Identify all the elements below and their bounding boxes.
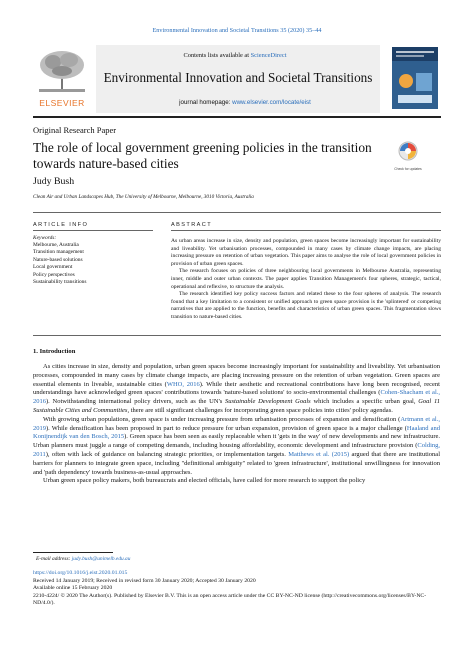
email-link[interactable]: judy.bush@unimelb.edu.au [71,556,131,562]
email-footnote [36,556,130,562]
introduction-body [33,363,440,486]
keyword-item: Melbourne, Australia [33,242,79,248]
sciencedirect-link[interactable]: ScienceDirect [250,52,287,59]
abstract-paragraph: The research focuses on policies of three neighbouring local governments in Melbourne Australia, representing inner, middle and outer urban contexts. The paper applies Transition Management's four spheres, strategic, tactical, operational and reflexive, to structure the analysis. [171,268,441,290]
crossmark-label: Check for updates [394,167,422,171]
email-label: E-mail address: [36,556,72,562]
journal-cover-image [392,47,438,109]
body-paragraph: As cities increase in size, density and population, urban green spaces become increasingly important for sustainability and liveability. Yet urbanisation processes, compounded in many cases by climate change impacts, are placing increasing pressure on the retention of urban vegetation. Green spaces are essential elements in liveable, sustainable cities (WHO, 2016). While their aesthetic and recreational contributions have long been recognised, recent understandings have acknowledged green spaces' contributions towards 'nature-based solutions' to socio-environmental challenges (Cohen-Shacham et al., 2016). Notwithstanding international policy drivers, such as the UN's Sustainable Development Goals which includes a specific urban goal, Goal 11 Sustainable Cities and Communities, there are still significant challenges for incorporating green space policies into cities' policy agendas. [33,363,440,414]
abstract-heading: ABSTRACT [171,222,213,228]
citation-line[interactable]: Environmental Innovation and Societal Transitions 35 (2020) 35–44 [152,27,322,34]
footnote-rule [33,552,113,553]
crossmark-badge[interactable] [394,140,422,170]
reference-link[interactable]: Matthews et al. (2015) [288,450,350,458]
crossmark-icon [394,140,422,162]
homepage-line [110,99,380,106]
homepage-link[interactable]: www.elsevier.com/locate/eist [232,99,311,106]
abstract-paragraph: As urban areas increase in size, density and population, green spaces become increasingly important for sustainability and liveability. Yet urbanisation processes, compounded in many cases by climate change impacts, are placing increasing pressure on retention of urban vegetation. This paper aims to analyse the role of local government policies in provision of urban green spaces. [171,238,441,267]
article-title: The role of local government greening policies in the transition towards nature-based cities [33,140,372,171]
article-type: Original Research Paper [33,125,117,135]
elsevier-tree-icon [33,47,91,97]
homepage-prefix: journal homepage: [179,99,233,106]
reference-link[interactable]: Cohen-Shacham et al., 2016 [33,389,440,406]
abstract-rule [171,230,441,231]
article-info-rule [33,230,153,231]
author-name: Judy Bush [33,176,75,187]
reference-link[interactable]: Artmann et al., 2019 [33,415,440,432]
reference-link[interactable]: Haaland and Konijnendijk van den Bosch, 2015 [33,424,440,441]
keyword-item: Nature-based solutions [33,256,83,263]
abstract-body [171,238,441,322]
elsevier-wordmark: ELSEVIER [39,98,85,108]
keyword-item: Policy perspectives [33,271,75,278]
contents-prefix: Contents lists available at [183,52,251,59]
reference-link[interactable]: WHO, 2016 [166,380,200,388]
publication-info [33,570,433,608]
abstract-end-rule [33,335,441,336]
reference-link[interactable]: Colding, 2011 [33,442,440,458]
affiliation-rule [33,212,441,213]
keywords-list [33,242,86,286]
available-online: Available online 15 February 2020 [33,585,113,592]
body-paragraph: With growing urban populations, green space is under increasing pressure from urbanisation processes of expansion and densification (Artmann et al., 2019). While densification has been proposed in part to reduce pressure for urban expansion, provision of green space is a major challenge (Haaland and Konijnendijk van den Bosch, 2015). Green space has been seen as easily replaceable when it 'gets in the way' of new developments and new infrastructure. Urban planners must juggle a range of competing demands, including housing affordability, economic development and infrastructure provision (Colding, 2011), often with lack of guidance on balancing strategic priorities, or implementation targets. Matthews et al. (2015) argued that there are institutional barriers for planners to integrate green space, including "definitional ambiguity" related to 'green infrastructure', institutional unwillingness for innovation and 'path dependency' towards business-as-usual approaches. [33,415,440,476]
header-rule [33,116,441,118]
abstract-paragraph: The research identified key policy success factors and related these to the four spheres of analysis. The research found that a key limitation to a consistent or unified approach to green space provision is the 'splintered' or competing narratives that are applied to the function, benefits and characteristics of urban green spaces. This fragmentation slows transition to nature-based cities. [171,291,441,320]
doi-link[interactable]: https://doi.org/10.1016/j.eist.2020.01.015 [33,570,128,576]
keyword-item: Transition management [33,249,84,256]
copyright-line: 2210-4224/ © 2020 The Author(s). Published by Elsevier B.V. This is an open access article under the CC BY-NC-ND license (http://creativecommons.org/licenses/BY-NC-ND/4.0/). [33,592,427,607]
keywords-label: Keywords: [33,235,57,241]
contents-line [110,52,360,59]
journal-cover-thumbnail[interactable] [392,47,438,109]
section-heading-introduction: 1. Introduction [33,348,76,355]
keyword-item: Local government [33,264,73,271]
received-dates: Received 14 January 2019; Received in revised form 30 January 2020; Accepted 30 January 2020 [33,577,256,584]
journal-title: Environmental Innovation and Societal Transitions [103,70,373,85]
article-info-heading: ARTICLE INFO [33,222,89,228]
author-affiliation: Clean Air and Urban Landscapes Hub, The University of Melbourne, Melbourne, 3010 Victoria, Australia [33,194,254,200]
body-paragraph: Urban green space policy makers, both bureaucrats and elected officials, have called for more research to support the policy [43,477,366,485]
keyword-item: Sustainability transitions [33,279,87,286]
